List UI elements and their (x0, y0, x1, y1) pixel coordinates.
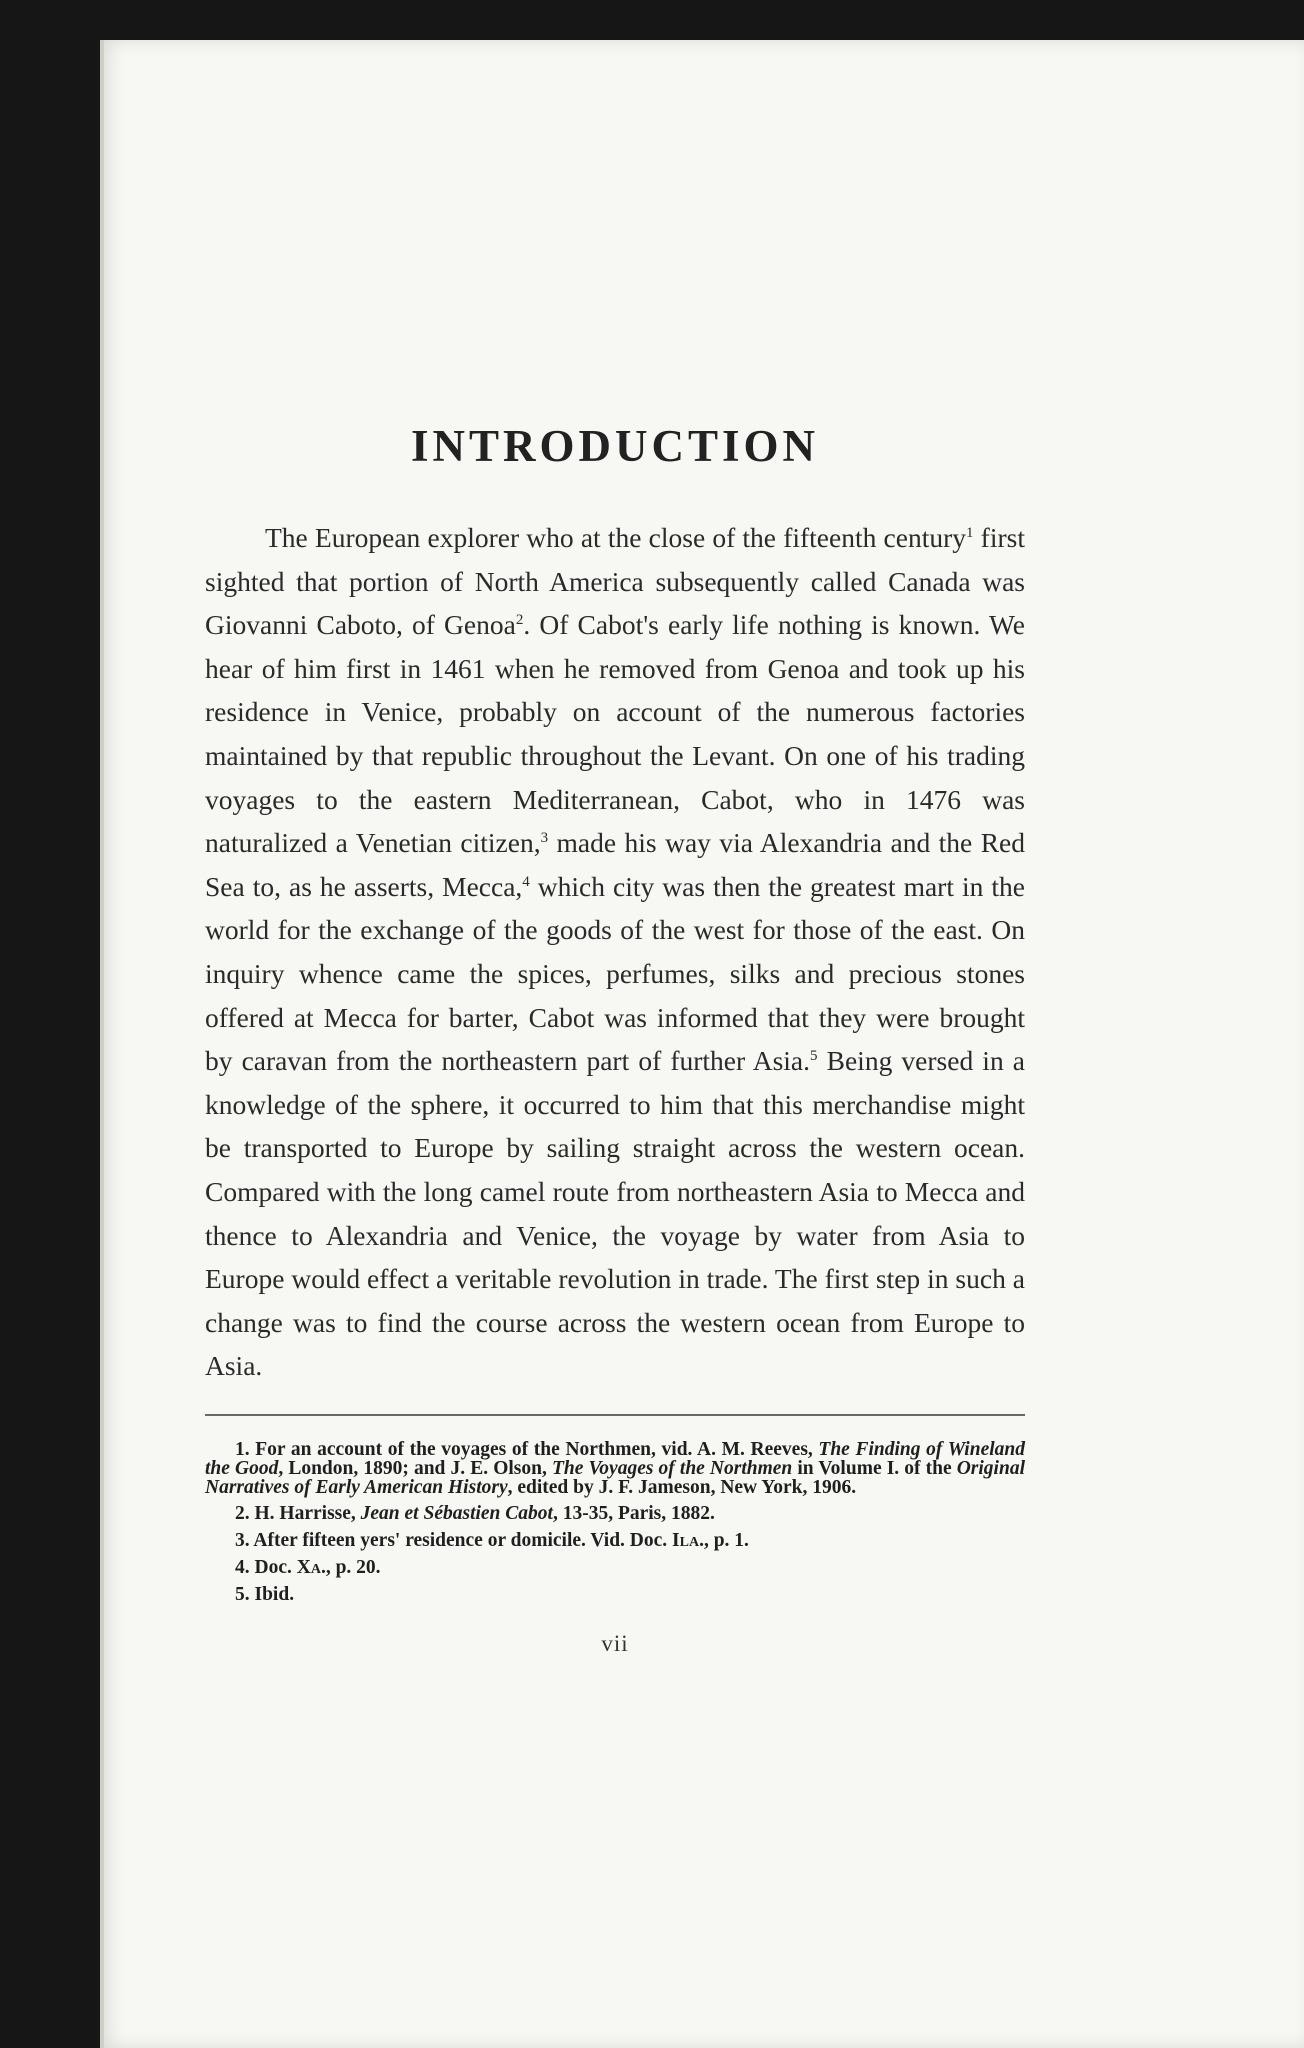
footnote-1 (205, 1440, 1025, 1497)
footnote-number: 1. (235, 1438, 250, 1460)
body-text-part: which city was then the greatest mart in the world for the exchange of the goods of the west for those of the east. On inquiry whence came the spices, perfumes, silks and precious stones offered at Mecca for barter, Cabot was informed that they were brought by caravan from the northeastern part of further Asia. (205, 870, 1025, 1077)
footnote-text: in Volume I. of the (792, 1457, 957, 1479)
footnotes (205, 1440, 1025, 1605)
body-paragraph (205, 516, 1025, 1388)
page-edge (100, 40, 104, 2048)
page-title: INTRODUCTION (410, 421, 820, 471)
footnote-number: 5. (235, 1583, 250, 1605)
footnote-2 (205, 1503, 1025, 1524)
footnote-text: H. Harrisse, (249, 1502, 361, 1524)
footnote-ref-4: 4 (522, 873, 530, 890)
footnote-text: , London, 1890; and J. E. Olson, (278, 1457, 552, 1479)
footnote-title: Jean et Sébastien Cabot (360, 1502, 553, 1524)
footnote-ref-1: 1 (966, 524, 974, 541)
footnote-title: The Voyages of the Northmen (551, 1457, 793, 1479)
footnote-ref-5: 5 (810, 1047, 818, 1064)
footnote-ref-3: 3 (540, 830, 549, 846)
page-number: vii (601, 1630, 629, 1656)
footnote-text: Doc. (249, 1556, 297, 1578)
footnote-number: 3. (235, 1529, 250, 1551)
footnote-number: 4. (235, 1556, 250, 1578)
body-text-part: . Of Cabot's early life nothing is known. We hear of him first in 1461 when he removed from Genoa and took up his residence in Venice, probably on account of the numerous factories maintained by that republic throughout the Levant. On one of his trading voyages to the eastern Mediterranean, Cabot, who in 1476 was naturalized a Venetian citizen, (205, 609, 1025, 859)
footnote-4 (205, 1557, 1025, 1578)
footnote-doc-ref: Xa. (296, 1556, 326, 1578)
footnote-divider (205, 1414, 1025, 1416)
footnote-title: The Finding of Wineland the Good (205, 1438, 1025, 1479)
footnote-number: 2. (235, 1502, 250, 1524)
footnote-text: , edited by J. F. Jameson, New York, 1906. (507, 1476, 857, 1498)
body-text-part: Being versed in a knowledge of the sphere, it occurred to him that this merchandise might be transported to Europe by sailing straight across the western ocean. Compared with the long camel route from northeastern Asia to Mecca and thence to Alexandria and Venice, the voyage by water from Asia to Europe would effect a veritable revolution in trade. The first step in such a change was to find the course across the western ocean from Europe to Asia. (205, 1045, 1025, 1382)
footnote-text: , 13-35, Paris, 1882. (552, 1502, 715, 1524)
footnote-text: , p. 20. (325, 1556, 381, 1578)
footnote-text: After fifteen yers' residence or domicile. Vid. Doc. (249, 1529, 673, 1551)
footnote-3 (205, 1530, 1025, 1551)
body-text-part: made his way via Alexandria and the Red Sea to, as he asserts, Mecca, (205, 827, 1026, 902)
body-text-part: The European explorer who at the close of the fifteenth century (265, 522, 966, 553)
footnote-text: , p. 1. (703, 1529, 749, 1551)
footnote-text: Ibid. (249, 1583, 295, 1605)
footnote-doc-ref: Ila. (672, 1529, 704, 1551)
footnote-text: For an account of the voyages of the Northmen, vid. A. M. Reeves, (249, 1438, 819, 1460)
footnote-title: Original Narratives of Early American History (205, 1457, 1025, 1498)
page-content (205, 420, 1025, 1657)
body-text-part: first sighted that portion of North America subsequently called Canada was Giovanni Caboto, of Genoa (205, 522, 1025, 641)
footnote-5 (205, 1584, 1025, 1605)
footnote-ref-2: 2 (515, 612, 524, 629)
